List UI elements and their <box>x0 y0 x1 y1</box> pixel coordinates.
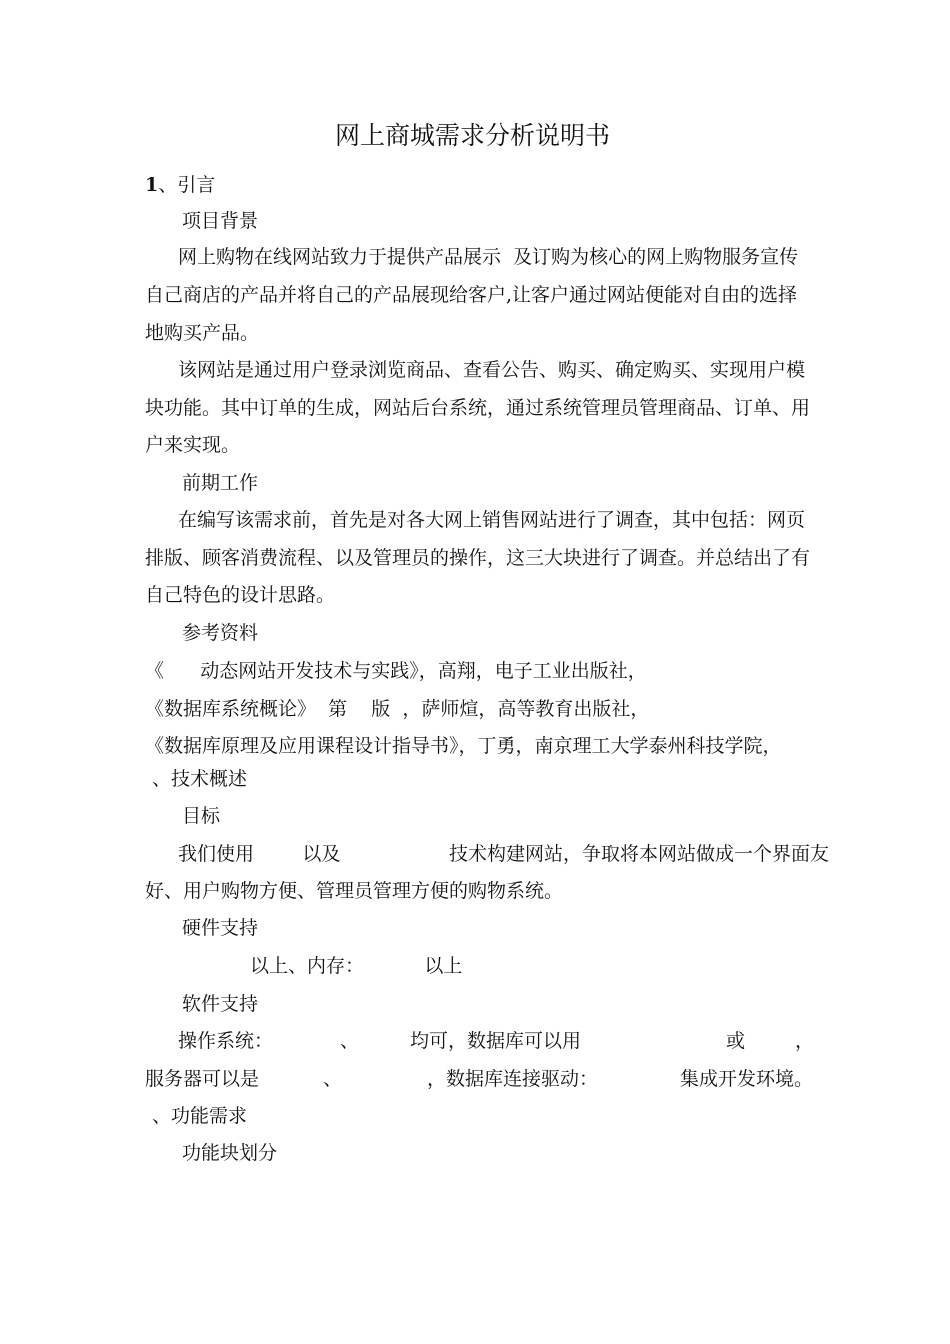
software-text: ，数据库连接驱动： <box>427 1068 599 1090</box>
section-number: 1 <box>145 174 159 196</box>
paragraph-line: 地购买产品。 <box>145 322 260 344</box>
software-text: 集成开发环境。 <box>680 1068 814 1090</box>
paragraph-line: 排版、顾客消费流程、以及管理员的操作，这三大块进行了调查。并总结出了有 <box>145 547 811 569</box>
subheading-hardware: 硬件支持 <box>182 917 259 939</box>
section-heading-intro <box>145 172 215 198</box>
paragraph-line: 我们使用 以及 技术构建网站，争取将本网站做成一个界面友 <box>178 843 830 865</box>
software-text: 、 <box>323 1068 343 1090</box>
subheading-prework: 前期工作 <box>182 472 259 494</box>
software-text: 均可，数据库可以用 <box>410 1030 582 1052</box>
reference-item: 《数据库原理及应用课程设计指导书》，丁勇，南京理工大学泰州科技学院， <box>145 735 782 757</box>
paragraph-line: 好、用户购物方便、管理员管理方便的购物系统。 <box>145 880 564 902</box>
software-text: 、 <box>340 1030 360 1052</box>
paragraph-line: 户来实现。 <box>145 434 241 456</box>
software-text: 操作系统： <box>178 1030 274 1052</box>
subheading-module-division: 功能块划分 <box>182 1142 278 1164</box>
paragraph-line: 该网站是通过用户登录浏览商品、查看公告、购买、确定购买、实现用户模 <box>178 359 806 381</box>
paragraph-line: 块功能。其中订单的生成，网站后台系统，通过系统管理员管理商品、订单、用 <box>145 397 811 419</box>
section-title: 、引言 <box>158 174 216 196</box>
section-heading-tech-overview: 、技术概述 <box>152 768 248 790</box>
subheading-references: 参考资料 <box>182 622 259 644</box>
page-title: 网上商城需求分析说明书 <box>335 121 611 150</box>
paragraph-line: 自己特色的设计思路。 <box>145 584 336 606</box>
software-text: 或 <box>726 1030 746 1052</box>
hardware-requirements: 以上、内存： 以上 <box>250 955 463 977</box>
software-text: ， <box>795 1030 815 1052</box>
paragraph-line: 在编写该需求前，首先是对各大网上销售网站进行了调查，其中包括：网页 <box>178 509 806 531</box>
reference-item: 《数据库系统概论》 第 版 ，萨师煊，高等教育出版社， <box>145 698 650 720</box>
reference-item: 《 动态网站开发技术与实践》，高翔，电子工业出版社， <box>145 660 647 682</box>
subheading-project-background: 项目背景 <box>182 210 259 232</box>
software-text: 服务器可以是 <box>145 1068 260 1090</box>
section-heading-functional-requirements: 、功能需求 <box>152 1105 248 1127</box>
subheading-software: 软件支持 <box>182 993 259 1015</box>
subheading-goal: 目标 <box>182 805 221 827</box>
paragraph-line: 网上购物在线网站致力于提供产品展示 及订购为核心的网上购物服务宣传 <box>178 246 799 268</box>
paragraph-line: 自己商店的产品并将自己的产品展现给客户,让客户通过网站便能对自由的选择 <box>145 284 798 306</box>
